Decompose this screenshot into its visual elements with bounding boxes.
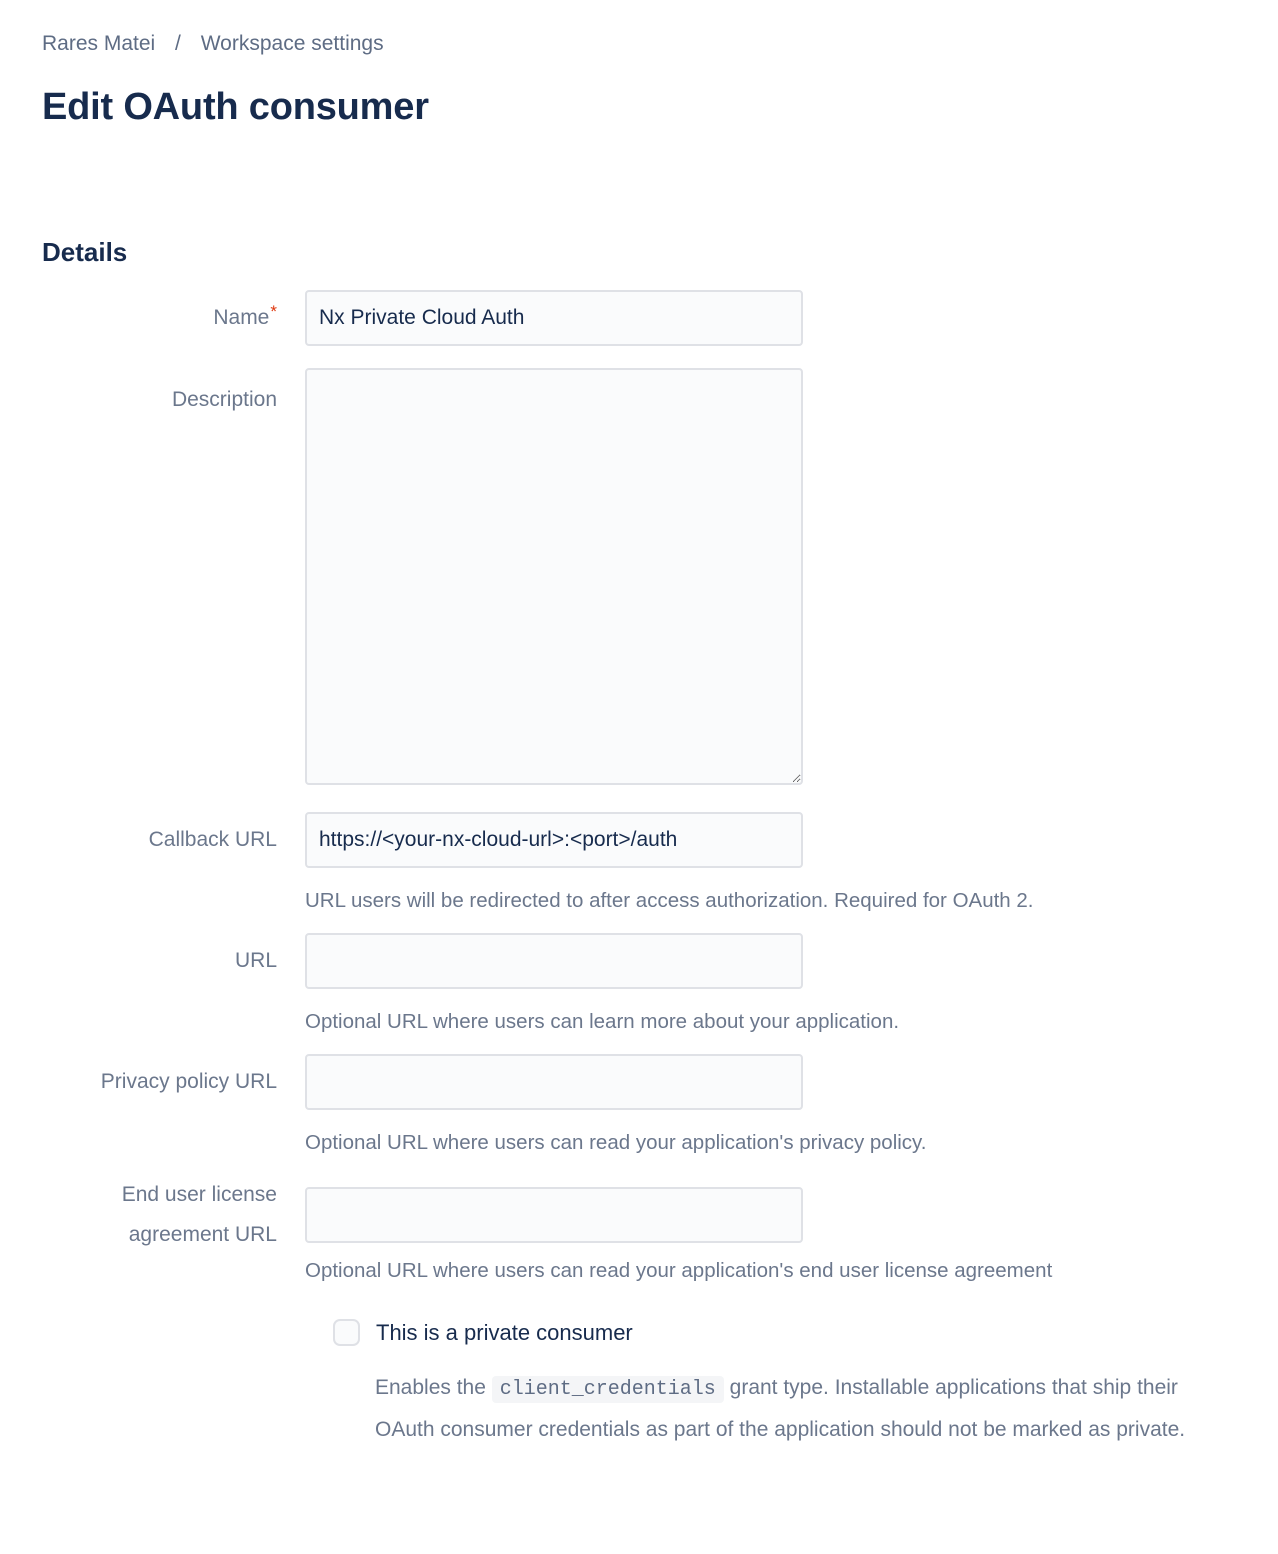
breadcrumb (42, 30, 1236, 58)
eula-url-label: End user license agreement URL (121, 1183, 277, 1246)
description-label: Description (171, 388, 277, 411)
private-consumer-help-prefix: Enables the (375, 1376, 492, 1399)
private-consumer-help (375, 1368, 1205, 1450)
eula-url-help: Optional URL where users can read your application's end user license agreement (305, 1259, 1053, 1282)
private-consumer-row (333, 1319, 1236, 1346)
breadcrumb-workspace-settings-link[interactable]: Workspace settings (200, 32, 384, 55)
client-credentials-code-chip: client_credentials (492, 1376, 724, 1403)
breadcrumb-workspace-link[interactable]: Rares Matei (42, 32, 156, 55)
privacy-policy-url-label: Privacy policy URL (100, 1070, 277, 1093)
callback-url-input[interactable] (305, 812, 803, 868)
name-label-text: Name (213, 306, 270, 329)
eula-url-input[interactable] (305, 1187, 803, 1243)
privacy-policy-url-input[interactable] (305, 1054, 803, 1110)
privacy-policy-url-help: Optional URL where users can read your application's privacy policy. (305, 1131, 927, 1154)
url-field-row (42, 933, 1236, 989)
oauth-consumer-form (42, 290, 1236, 1450)
section-title-details: Details (42, 237, 128, 267)
privacy-policy-url-field-row (42, 1054, 1236, 1110)
callback-url-field-row (42, 812, 1236, 868)
url-input[interactable] (305, 933, 803, 989)
description-field-row (42, 368, 1236, 790)
breadcrumb-separator: / (175, 32, 181, 55)
url-label: URL (234, 949, 277, 972)
eula-url-field-row (42, 1175, 1236, 1255)
callback-url-label: Callback URL (148, 828, 277, 851)
private-consumer-help-suffix: grant type. Installable applications that ship their OAuth consumer credentials as part of the application should not be marked as private. (375, 1376, 1186, 1441)
description-textarea[interactable] (305, 368, 803, 785)
name-input[interactable] (305, 290, 803, 346)
page-title: Edit OAuth consumer (42, 86, 429, 128)
name-label (42, 298, 305, 338)
url-help: Optional URL where users can learn more about your application. (305, 1010, 900, 1033)
private-consumer-checkbox[interactable] (333, 1319, 360, 1346)
callback-url-help: URL users will be redirected to after access authorization. Required for OAuth 2. (305, 889, 1034, 912)
name-field-row (42, 290, 1236, 346)
required-asterisk: * (270, 302, 277, 321)
private-consumer-label[interactable]: This is a private consumer (376, 1319, 633, 1345)
